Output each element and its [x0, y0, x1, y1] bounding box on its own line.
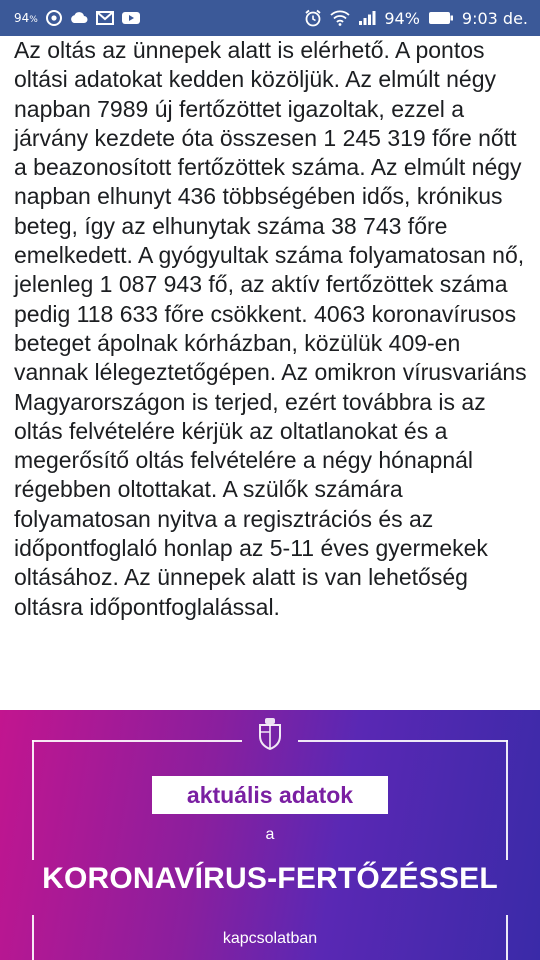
gmail-icon — [96, 11, 114, 25]
banner-headline: KORONAVÍRUS-FERTŐZÉSSEL — [42, 862, 498, 895]
wifi-icon — [330, 10, 350, 26]
frame-line-top-left — [32, 740, 242, 742]
banner-connector-text: a — [265, 826, 275, 843]
status-right — [304, 9, 528, 28]
frame-line-top-right — [298, 740, 508, 742]
signal-percent-label: 94% — [14, 11, 38, 25]
cloud-icon — [70, 11, 88, 25]
alarm-icon — [304, 9, 322, 27]
cell-signal-icon — [358, 10, 376, 26]
status-bar — [0, 0, 540, 36]
battery-percent: 94% — [384, 8, 420, 28]
current-data-pill: aktuális adatok — [152, 776, 388, 814]
signal-percent-value: 94 — [14, 11, 30, 25]
battery-icon — [428, 11, 454, 25]
chrome-icon — [46, 10, 62, 26]
banner-subline: kapcsolatban — [222, 930, 318, 947]
status-left — [14, 10, 140, 26]
youtube-icon — [122, 11, 140, 25]
clock-time: 9:03 de. — [461, 8, 528, 28]
coat-of-arms-icon — [257, 718, 283, 755]
post-body-text: Az oltás az ünnepek alatt is elérhető. A pontos oltási adatokat kedden közöljük. Az elmúlt négy napban 7989 új fertőzöttet igazoltak, ezzel a járvány kezdete óta összesen 1 245 319 főre nőtt a beazonosított fertőzöttek száma. Az elmúlt négy napban elhunyt 436 többségében idős, krónikus beteg, így az elhunytak száma 38 743 főre emelkedett. A gyógyultak száma folyamatosan nő, jelenleg 1 087 943 fő, az aktív fertőzöttek száma pedig 118 633 főre csökkent. 4063 koronavírusos beteget ápolnak kórházban, közülük 409-en vannak lélegeztetőgépen. Az omikron vírusvariáns Magyarországon is terjed, ezért továbbra is az oltás felvételére kérjük az oltatlanokat és a megerősítő oltás felvételére a négy hónapnál régebben oltottakat. A szülők számára folyamatosan nyitva a regisztrációs és az időpontfoglaló honlap az 5-11 éves gyermekek oltásához. Az ünnepek alatt is van lehetőség oltásra időpontfoglalással. — [14, 37, 527, 620]
